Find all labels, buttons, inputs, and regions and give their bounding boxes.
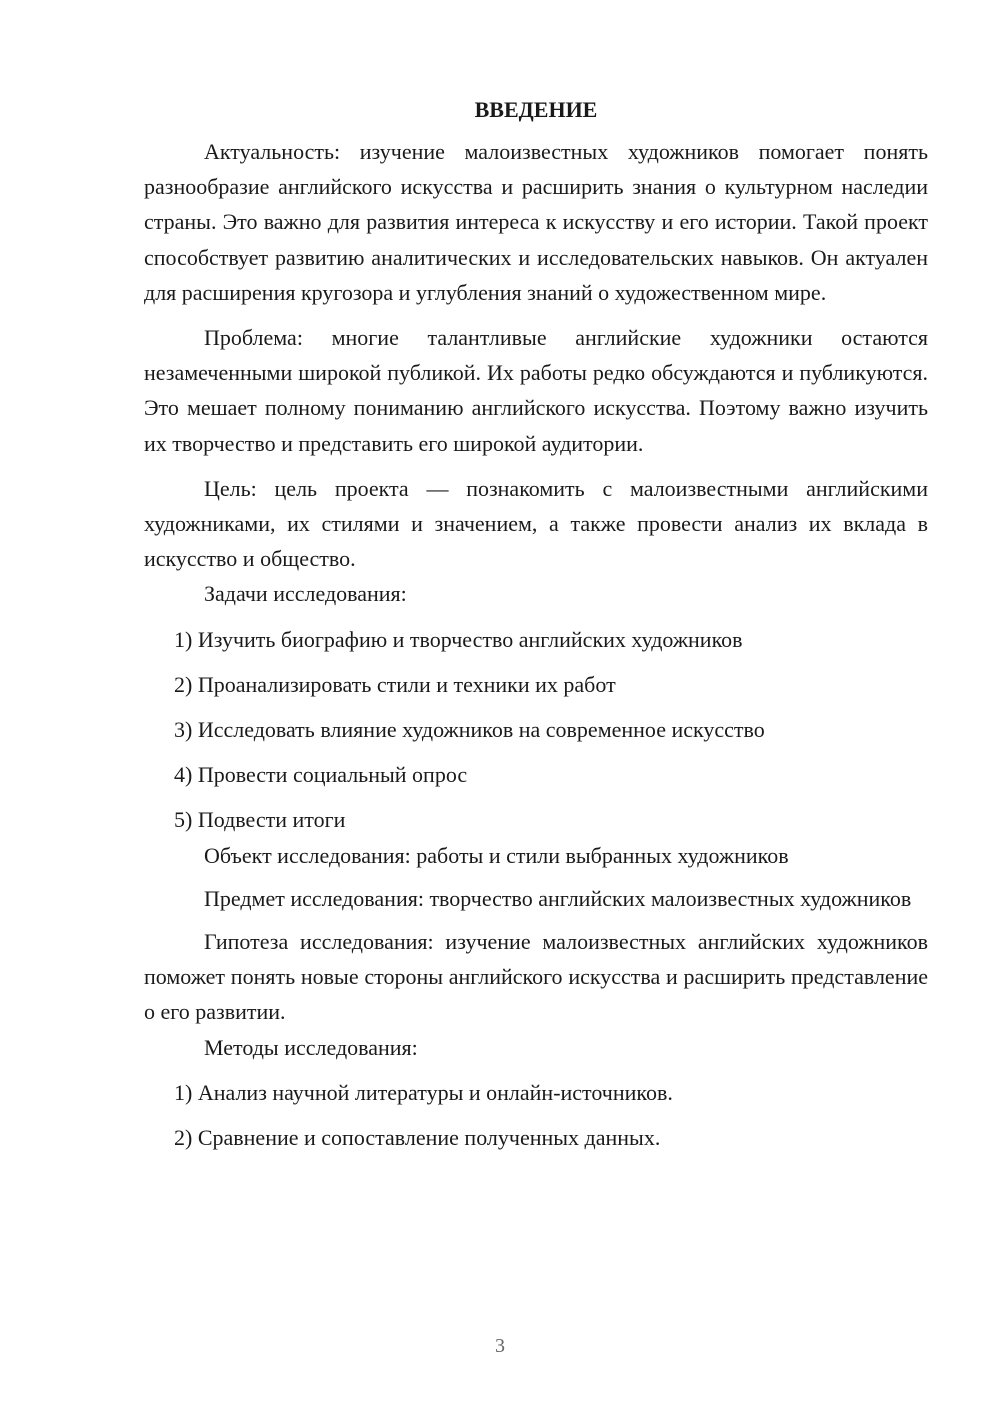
relevance-paragraph: Актуальность: изучение малоизвестных художников помогает понять разнообразие английского искусства и расширить знания о культурном наследии страны. Это важно для развития интереса к искусству и его истории. Такой проект способствует развитию аналитических и исследовательских навыков. Он актуален для расширения кругозора и углубления знаний о художественном мире. <box>144 139 928 305</box>
hypothesis-paragraph: Гипотеза исследования: изучение малоизвестных английских художников поможет понять новые стороны английского искусства и расширить представление о его развитии. <box>144 929 928 1025</box>
section-title: ВВЕДЕНИЕ <box>474 97 598 122</box>
goal-paragraph: Цель: цель проекта — познакомить с малоизвестными английскими художниками, их стилями и значением, а также провести анализ их вклада в искусство и общество. <box>144 475 928 572</box>
page-number: 3 <box>495 1335 505 1357</box>
page-content <box>144 92 928 1155</box>
methods-heading: Методы исследования: <box>204 1034 418 1060</box>
tasks-heading: Задачи исследования: <box>204 581 407 607</box>
task-item: 3) Исследовать влияние художников на современное искусство <box>174 717 765 743</box>
subject-paragraph: Предмет исследования: творчество английских малоизвестных художников <box>204 885 912 911</box>
method-item: 2) Сравнение и сопоставление полученных данных. <box>174 1125 661 1151</box>
task-item: 5) Подвести итоги <box>174 807 346 833</box>
tasks-list <box>144 622 928 838</box>
methods-list <box>144 1075 928 1155</box>
object-paragraph: Объект исследования: работы и стили выбранных художников <box>204 842 789 868</box>
task-item: 1) Изучить биографию и творчество английских художников <box>174 626 743 652</box>
task-item: 4) Провести социальный опрос <box>174 762 468 788</box>
task-item: 2) Проанализировать стили и техники их работ <box>174 671 616 697</box>
method-item: 1) Анализ научной литературы и онлайн-источников. <box>174 1079 673 1105</box>
problem-paragraph: Проблема: многие талантливые английские художники остаются незамеченными широкой публикой. Их работы редко обсуждаются и публикуются. Это мешает полному пониманию английского искусства. Поэтому важно изучить их творчество и представить его широкой аудитории. <box>144 325 928 456</box>
